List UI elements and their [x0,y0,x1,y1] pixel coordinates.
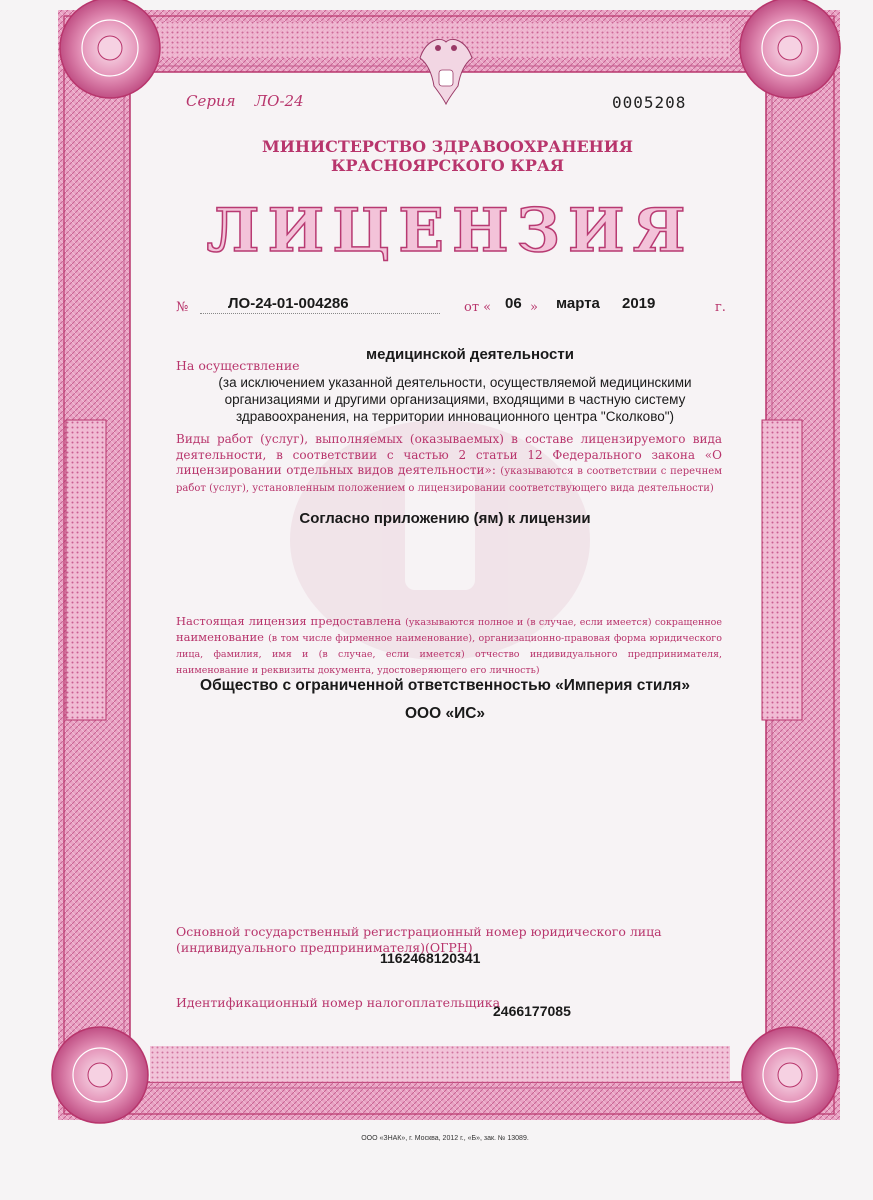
granted-note-2: (в том числе фирменное наименование), организационно-правовая форма юридического лица, фамилия, имя и (в случае, если имеется) отчество индивидуального предпринимателя, наименование и реквизиты документа, удостоверяющего его личность) [176,633,723,676]
series-label: Серия [186,92,236,110]
ogrn-value: 1162468120341 [380,950,481,966]
issuing-authority [200,137,695,175]
series-value: ЛО-24 [254,92,304,110]
company-short-name: ООО «ИС» [404,705,486,722]
corner-rosette-icon [740,0,840,98]
granted-text: Настоящая лицензия предоставлена [176,614,402,628]
granted-mid: наименование [176,630,264,644]
corner-rosette-icon [742,1027,838,1123]
series [186,92,304,110]
works-value: Согласно приложению (ям) к лицензии [299,510,591,527]
printer-imprint: ООО «ЗНАК», г. Москва, 2012 г., «Б», зак. № 13089. [361,1135,529,1142]
company-full-name: Общество с ограниченной ответственностью «Империя стиля» [200,677,690,694]
inn-value: 2466177085 [493,1003,571,1019]
activity-description: (за исключением указанной деятельности, осуществляемой медицинскими организациями и другими организациями, входящими в частную систему здравоохранения, на территории инновационного центра "Сколково") [218,375,692,424]
blank-number: 0005208 [612,93,687,112]
ministry-line-2: КРАСНОЯРСКОГО КРАЯ [330,156,565,175]
activity-name: медицинской деятельности [366,346,574,363]
inn-label: Идентификационный номер налогоплательщика [176,995,501,1010]
works-text: Виды работ (услуг), выполняемых (оказываемых) в составе лицензируемого вида деятельности, в соответствии с частью 2 статьи 12 Федерального закона «О лицензировании отдельных видов деятельности»: [176,432,722,477]
granted-section [176,614,722,678]
number-underline [200,313,440,314]
corner-rosette-icon [60,0,160,98]
ministry-line-1: МИНИСТЕРСТВО ЗДРАВООХРАНЕНИЯ [262,137,633,156]
corner-rosette-icon [52,1027,148,1123]
ogrn-label: Основной государственный регистрационный номер юридического лица (индивидуального предпринимателя)(ОГРН) [176,924,662,955]
license-month: марта [556,295,600,312]
license-day: 06 [505,295,522,312]
document-title: ЛИЦЕНЗИЯ [206,196,694,266]
works-note: (указываются в соответствии с перечнем работ (услуг), установленным положением о лицензировании соответствующего вида деятельности) [176,466,722,494]
granted-note-1: (указываются полное и (в случае, если имеется) сокращенное [405,617,723,628]
works-section [176,432,722,496]
year-suffix: г. [715,300,726,315]
date-from-label: от « [464,300,492,315]
license-number: ЛО-24-01-004286 [228,295,349,312]
license-year: 2019 [622,295,656,312]
day-close-quote: » [530,300,538,315]
license-number-label: № [176,300,189,315]
activity-label: На осуществление [176,358,300,373]
